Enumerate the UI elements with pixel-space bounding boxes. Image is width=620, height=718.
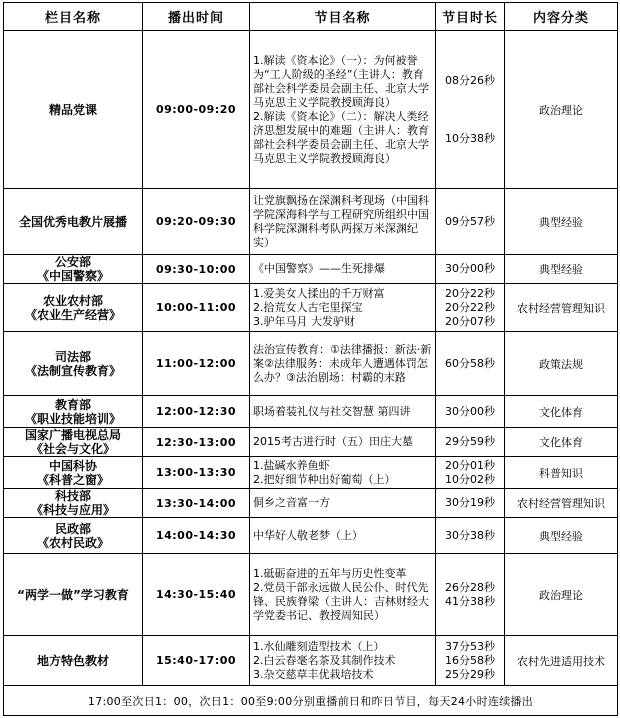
program-cell: [250, 255, 436, 284]
column-name-cell: [4, 457, 143, 489]
category-cell: 文化体育: [505, 428, 618, 457]
program-line: 2.党员干部永远做人民公仆、时代先锋、民族脊梁（主讲人：吉林财经大学党委书记、教授周知民）: [253, 580, 429, 622]
column-name-cell: [4, 554, 143, 636]
header-category: 内容分类: [505, 3, 618, 31]
column-name-cell: [4, 189, 143, 255]
column-name-line: 公安部: [54, 255, 91, 269]
air-time-cell: 12:30-13:00: [143, 428, 250, 457]
duration-cell: [436, 31, 505, 189]
duration-line: 09分57秒: [445, 214, 495, 228]
duration-cell: [436, 428, 505, 457]
duration-line: 25分29秒: [445, 667, 495, 681]
duration-line: 30分19秒: [445, 496, 495, 509]
column-name-line: 《法制宣传教育》: [24, 363, 121, 378]
program-line: 3.驴年马月 大发驴财: [253, 314, 355, 328]
table-row: [4, 554, 618, 636]
program-cell: [250, 189, 436, 255]
column-name-line: 《中国警察》: [36, 269, 109, 283]
column-name-cell: [4, 396, 143, 428]
table-row: [4, 518, 618, 554]
duration-line: 37分53秒: [445, 639, 495, 653]
table-row: [4, 457, 618, 489]
footer-note: 17:00至次日1：00，次日1：00至9:00分别重播前日和昨日节目，每天24小时连续播出: [4, 686, 618, 716]
duration-line: 20分22秒: [445, 300, 495, 314]
duration-cell: [436, 396, 505, 428]
column-name-cell: [4, 284, 143, 332]
air-time-cell: 14:00-14:30: [143, 518, 250, 554]
column-name-line: 精品党课: [48, 102, 97, 117]
table-row: [4, 284, 618, 332]
category-cell: 农村经营管理知识: [505, 284, 618, 332]
column-name-cell: [4, 428, 143, 457]
duration-cell: [436, 457, 505, 489]
program-line: 2015考古进行时（五）田庄大墓: [253, 435, 413, 448]
column-name-cell: [4, 518, 143, 554]
category-cell: 文化体育: [505, 396, 618, 428]
program-cell: [250, 457, 436, 489]
duration-line: 30分00秒: [445, 262, 495, 275]
column-name-line: 教育部: [54, 397, 91, 412]
header-column-name: 栏目名称: [4, 3, 143, 31]
program-line: 2.拾荒女人古宅里探宝: [253, 300, 363, 314]
duration-line: 29分59秒: [445, 435, 495, 448]
table-row: [4, 332, 618, 396]
column-name-cell: [4, 255, 143, 284]
table-row: [4, 255, 618, 284]
program-cell: [250, 31, 436, 189]
column-name-line: 《科普之窗》: [36, 472, 109, 487]
header-program-name: 节目名称: [250, 3, 436, 31]
duration-line: 60分58秒: [445, 356, 495, 370]
category-cell: 政治理论: [505, 554, 618, 636]
column-name-cell: [4, 332, 143, 396]
duration-line: 41分38秒: [445, 594, 495, 608]
program-line: 职场着装礼仪与社交智慧 第四讲: [253, 404, 411, 418]
air-time-cell: 09:00-09:20: [143, 31, 250, 189]
column-name-line: 全国优秀电教片展播: [18, 214, 127, 229]
column-name-line: “两学一做”学习教育: [17, 587, 129, 602]
category-cell: 科普知识: [505, 457, 618, 489]
program-line: 2.白云春毫名茶及其制作技术: [253, 653, 396, 667]
program-cell: [250, 284, 436, 332]
duration-line: 20分01秒: [445, 458, 495, 472]
program-line: 《中国警察》——生死排爆: [253, 262, 385, 275]
column-name-line: 中国科协: [48, 458, 97, 473]
program-line: 1.水仙雕刻造型技术（上）: [253, 639, 385, 653]
air-time-cell: 14:30-15:40: [143, 554, 250, 636]
program-line: 中华好人敬老梦（上）: [253, 528, 363, 542]
header-air-time: 播出时间: [143, 3, 250, 31]
air-time-cell: 09:30-10:00: [143, 255, 250, 284]
category-cell: 农村先进适用技术: [505, 636, 618, 686]
duration-line: 26分28秒: [445, 580, 495, 594]
column-name-cell: [4, 489, 143, 518]
header-duration: 节目时长: [436, 3, 505, 31]
program-cell: [250, 332, 436, 396]
header-row: [4, 3, 618, 31]
footer-row: [4, 686, 618, 716]
air-time-cell: 13:30-14:00: [143, 489, 250, 518]
column-name-line: 《农村民政》: [36, 535, 109, 550]
program-line: 1.解读《资本论》（一）：为何被誉为“工人阶级的圣经”（主讲人：教育部社会科学委员会副主任、北京大学马克思主义学院教授顾海良）: [253, 53, 429, 109]
program-cell: [250, 554, 436, 636]
category-cell: 农村经营管理知识: [505, 489, 618, 518]
program-line: 2.把好细节种出好葡萄（上）: [253, 472, 396, 486]
duration-cell: [436, 255, 505, 284]
column-name-cell: [4, 31, 143, 189]
air-time-cell: 09:20-09:30: [143, 189, 250, 255]
schedule-table: [3, 2, 618, 716]
category-cell: 典型经验: [505, 189, 618, 255]
duration-line: 16分58秒: [445, 653, 495, 667]
duration-line: 30分38秒: [445, 528, 495, 542]
program-cell: [250, 428, 436, 457]
program-line: 1.盐碱水养鱼虾: [253, 458, 330, 472]
category-cell: 政策法规: [505, 332, 618, 396]
column-name-line: 《农业生产经营》: [24, 307, 121, 322]
table-row: [4, 636, 618, 686]
air-time-cell: 15:40-17:00: [143, 636, 250, 686]
program-line: 1.砥砺奋进的五年与历史性变革: [253, 566, 407, 580]
duration-line: 10分38秒: [445, 131, 495, 145]
duration-cell: [436, 284, 505, 332]
duration-cell: [436, 554, 505, 636]
column-name-line: 农业农村部: [42, 293, 103, 308]
program-cell: [250, 518, 436, 554]
column-name-line: 《科技与应用》: [30, 503, 115, 517]
duration-cell: [436, 518, 505, 554]
air-time-cell: 13:00-13:30: [143, 457, 250, 489]
table-row: [4, 396, 618, 428]
duration-line: 10分02秒: [445, 472, 495, 486]
program-line: 侗乡之音富一方: [253, 496, 330, 509]
program-line: 1.爱美女人揉出的千万财富: [253, 286, 385, 300]
program-line: 法治宣传教育：①法律播报：新法·新案②法律服务：未成年人遭遇体罚怎么办？③法治剧场：村霸的末路: [253, 342, 432, 384]
duration-line: 20分22秒: [445, 286, 495, 300]
program-line: 2.解读《资本论》（二）：解决人类经济思想发展中的难题（主讲人：教育部社会科学委员会副主任、北京大学马克思主义学院教授顾海良）: [253, 109, 429, 165]
column-name-line: 民政部: [54, 521, 91, 536]
program-cell: [250, 396, 436, 428]
air-time-cell: 12:00-12:30: [143, 396, 250, 428]
duration-line: 08分26秒: [445, 73, 495, 87]
program-cell: [250, 489, 436, 518]
duration-line: 20分07秒: [445, 314, 495, 328]
column-name-cell: [4, 636, 143, 686]
column-name-line: 《职业技能培训》: [24, 411, 121, 426]
duration-cell: [436, 489, 505, 518]
column-name-line: 地方特色教材: [36, 653, 109, 668]
column-name-line: 科技部: [54, 489, 91, 503]
table-row: [4, 428, 618, 457]
air-time-cell: 10:00-11:00: [143, 284, 250, 332]
table-row: [4, 489, 618, 518]
program-line: 让党旗飘扬在深渊科考现场（中国科学院深海科学与工程研究所组织中国科学院深渊科考队两探万米深渊纪实）: [253, 193, 429, 249]
duration-line: 30分00秒: [445, 404, 495, 418]
duration-cell: [436, 636, 505, 686]
program-cell: [250, 636, 436, 686]
program-line: 3.杂交慈草丰优栽培技术: [253, 667, 374, 681]
table-row: [4, 31, 618, 189]
table-row: [4, 189, 618, 255]
air-time-cell: 11:00-12:00: [143, 332, 250, 396]
column-name-line: 国家广播电视总局: [24, 428, 121, 442]
duration-cell: [436, 332, 505, 396]
column-name-line: 司法部: [54, 349, 91, 364]
category-cell: 政治理论: [505, 31, 618, 189]
duration-cell: [436, 189, 505, 255]
column-name-line: 《社会与文化》: [30, 442, 115, 456]
category-cell: 典型经验: [505, 518, 618, 554]
category-cell: 典型经验: [505, 255, 618, 284]
